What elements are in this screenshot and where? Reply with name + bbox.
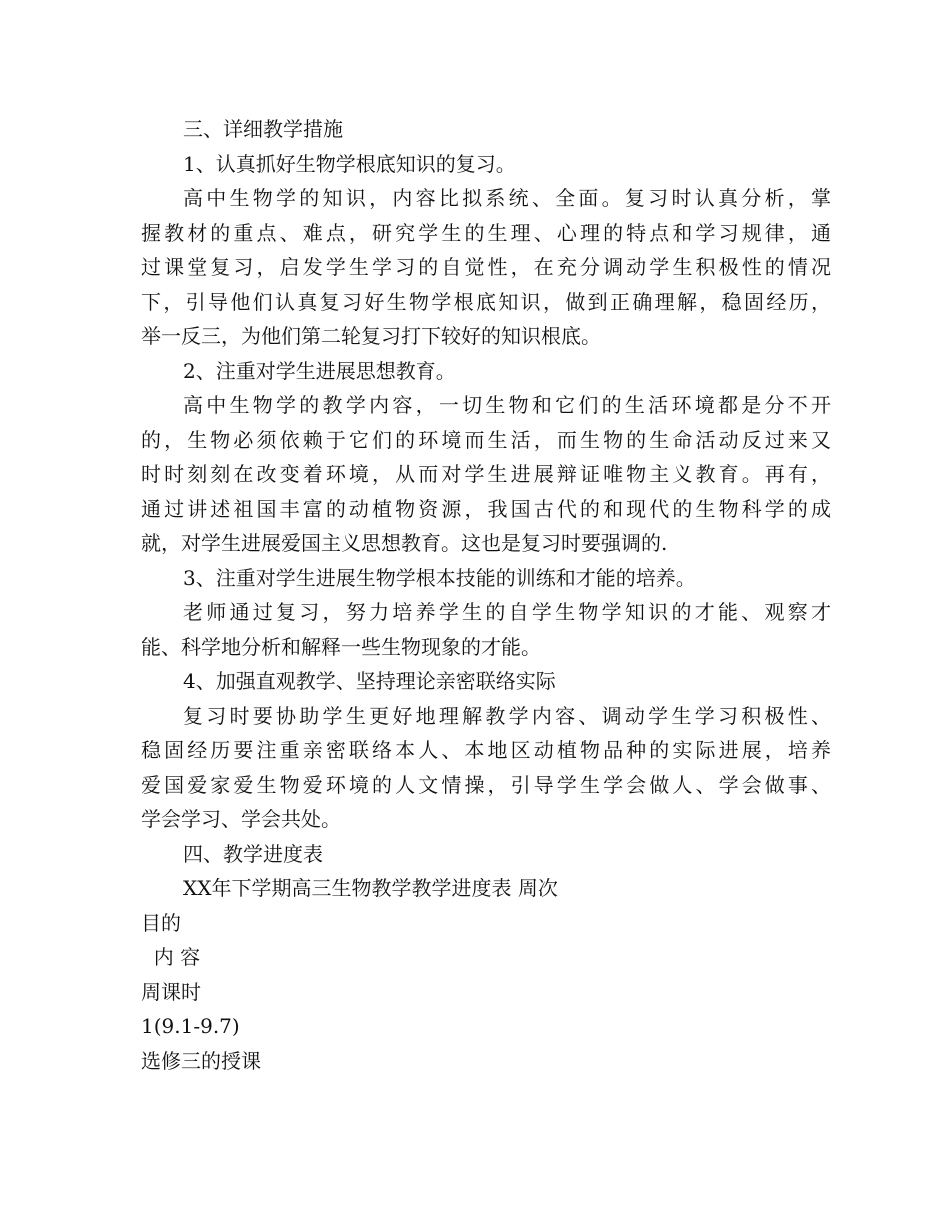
paragraph-line: 学会学习、学会共处。 xyxy=(141,807,341,831)
paragraph-line: 就，对学生进展爱国主义思想教育。这也是复习时要强调的. xyxy=(141,531,668,555)
section-heading-3: 三、详细教学措施 xyxy=(183,117,343,141)
paragraph-line: 高中生物学的知识，内容比拟系统、全面。复习时认真分析，掌 xyxy=(183,186,831,210)
paragraph-line: 通过讲述祖国丰富的动植物资源，我国古代的和现代的生物科学的成 xyxy=(141,496,831,521)
paragraph-line: 握教材的重点、难点，研究学生的生理、心理的特点和学习规律，通 xyxy=(141,220,831,245)
subheading-3: 3、注重对学生进展生物学根本技能的训练和才能的培养。 xyxy=(183,565,696,590)
paragraph-line: 爱国爱家爱生物爱环境的人文情操，引导学生学会做人、学会做事、 xyxy=(141,772,831,797)
paragraph-line: 的，生物必须依赖于它们的环境而生活，而生物的生命活动反过来又 xyxy=(141,427,831,452)
paragraph-line: 复习时要协助学生更好地理解教学内容、调动学生学习积极性、 xyxy=(183,703,831,728)
subheading-2: 2、注重对学生进展思想教育。 xyxy=(183,358,456,383)
paragraph-line: 高中生物学的教学内容，一切生物和它们的生活环境都是分不开 xyxy=(183,393,831,417)
paragraph-line: 过课堂复习，启发学生学习的自觉性，在充分调动学生积极性的情况 xyxy=(141,255,831,279)
subheading-4: 4、加强直观教学、坚持理论亲密联络实际 xyxy=(183,669,556,693)
paragraph-line: 下，引导他们认真复习好生物学根底知识，做到正确理解，稳固经历， xyxy=(141,289,831,314)
table-header-cell: 内 容 xyxy=(141,945,201,969)
paragraph-line: 稳固经历要注重亲密联络本人、本地区动植物品种的实际进展，培养 xyxy=(141,738,831,762)
paragraph-line: 老师通过复习，努力培养学生的自学生物学知识的才能、观察才 xyxy=(183,600,831,624)
table-header-cell: 周课时 xyxy=(141,979,201,1004)
table-header-cell: 目的 xyxy=(141,910,181,935)
paragraph-line: 举一反三，为他们第二轮复习打下较好的知识根底。 xyxy=(141,324,601,348)
section-heading-4: 四、教学进度表 xyxy=(183,841,323,866)
subheading-1: 1、认真抓好生物学根底知识的复习。 xyxy=(183,151,516,176)
table-cell: 1(9.1-9.7) xyxy=(141,1014,240,1038)
document-body xyxy=(141,112,831,1078)
table-caption: XX年下学期高三生物教学教学进度表 周次 xyxy=(183,876,558,900)
table-cell: 选修三的授课 xyxy=(141,1048,261,1073)
paragraph-line: 时时刻刻在改变着环境，从而对学生进展辩证唯物主义教育。再有， xyxy=(141,462,831,486)
paragraph-line: 能、科学地分析和解释一些生物现象的才能。 xyxy=(141,634,541,659)
